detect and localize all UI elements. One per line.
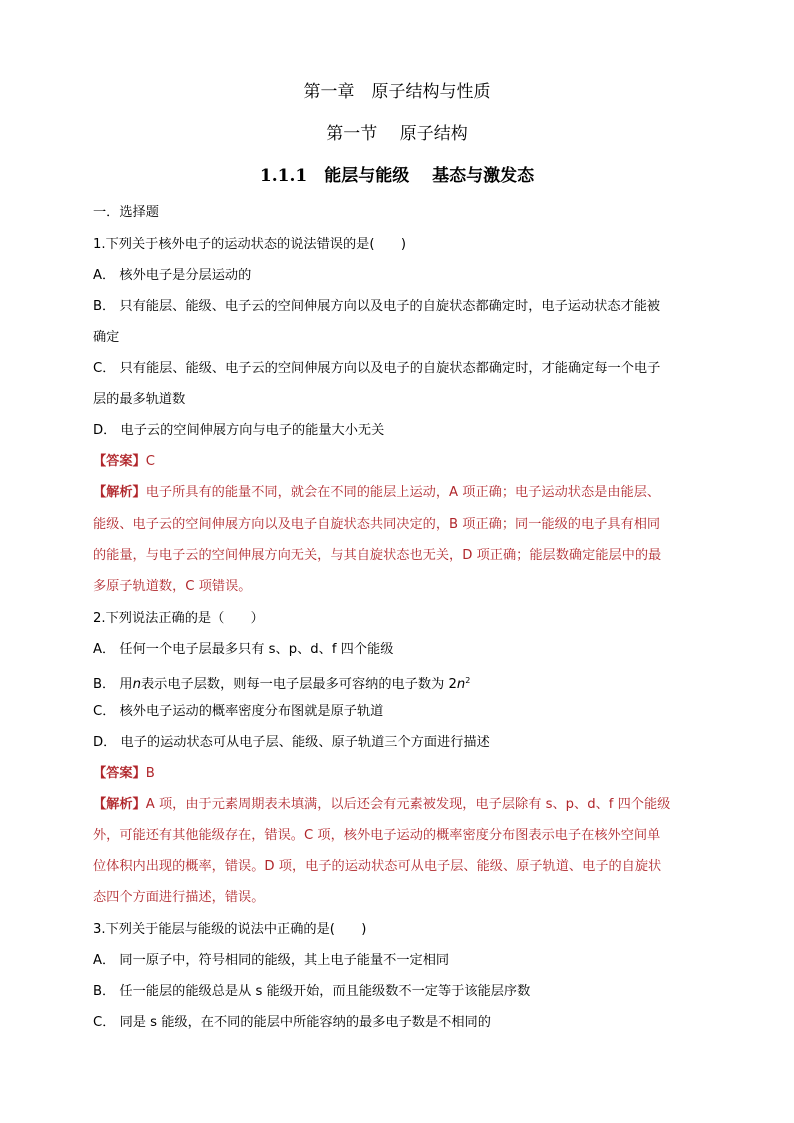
q1-option-d: D． 电子云的空间伸展方向与电子的能量大小无关 — [93, 423, 385, 438]
q3-stem: 3.下列关于能层与能级的说法中正确的是( ) — [93, 922, 367, 937]
lesson-heading: 1.1.1 能层与能级 基态与激发态 — [259, 166, 535, 186]
analysis-label: 【解析】 — [93, 485, 146, 500]
q2-option-b-pre: B． 用 — [93, 677, 133, 692]
q1-answer — [93, 453, 705, 471]
q1-analysis-line1 — [93, 484, 705, 502]
q3-option-c: C． 同是 s 能级，在不同的能层中所能容纳的最多电子数是不相同的 — [93, 1015, 491, 1030]
q2-answer-value: B — [145, 766, 155, 781]
q1-option-a: A． 核外电子是分层运动的 — [93, 268, 252, 283]
q1-analysis-text1: 电子所具有的能量不同，就会在不同的能层上运动，A 项正确；电子运动状态是由能层、 — [145, 485, 661, 500]
q2-analysis-text1: A 项，由于元素周期表未填满，以后还会有元素被发现，电子层除有 s、p、d、f 四个能级 — [145, 797, 671, 812]
q2-var-n: n — [132, 677, 141, 692]
q1-option-c-line2: 层的最多轨道数 — [93, 392, 186, 407]
q2-answer — [93, 765, 705, 783]
q2-analysis-line3: 位体积内出现的概率，错误。D 项，电子的运动状态可从电子层、能级、原子轨道、电子的自旋状 — [93, 859, 662, 874]
q2-var-n2: n — [456, 677, 466, 692]
answer-label: 【答案】 — [93, 766, 146, 781]
q2-option-d: D． 电子的运动状态可从电子层、能级、原子轨道三个方面进行描述 — [93, 735, 490, 750]
q1-analysis-line2: 能级、电子云的空间伸展方向以及电子自旋状态共同决定的，B 项正确；同一能级的电子具有相同 — [93, 517, 661, 532]
q2-option-c: C． 核外电子运动的概率密度分布图就是原子轨道 — [93, 704, 384, 719]
q1-option-b-line1: B． 只有能层、能级、电子云的空间伸展方向以及电子的自旋状态都确定时，电子运动状态才能被 — [93, 299, 661, 314]
q2-stem: 2.下列说法正确的是（ ） — [93, 611, 264, 626]
answer-label: 【答案】 — [93, 454, 146, 469]
q1-option-c-line1: C． 只有能层、能级、电子云的空间伸展方向以及电子的自旋状态都确定时，才能确定每一个电子 — [93, 361, 661, 376]
q2-analysis-line2: 外，可能还有其他能级存在，错误。C 项，核外电子运动的概率密度分布图表示电子在核外空间单 — [93, 828, 661, 843]
q2-analysis-line4: 态四个方面进行描述，错误。 — [93, 890, 265, 905]
q3-option-b: B． 任一能层的能级总是从 s 能级开始，而且能级数不一定等于该能层序数 — [93, 984, 531, 999]
part-title: 一．选择题 — [93, 205, 159, 220]
q1-answer-value: C — [145, 454, 155, 469]
q2-superscript: 2 — [465, 676, 471, 685]
chapter-heading: 第一章 原子结构与性质 — [303, 82, 491, 102]
section-heading: 第一节 原子结构 — [326, 124, 468, 144]
q2-option-a: A． 任何一个电子层最多只有 s、p、d、f 四个能级 — [93, 642, 394, 657]
q1-stem: 1.下列关于核外电子的运动状态的说法错误的是( ) — [93, 237, 406, 252]
q2-option-b — [93, 672, 705, 694]
q2-analysis-line1 — [93, 796, 705, 814]
q1-option-b-line2: 确定 — [93, 330, 120, 345]
analysis-label: 【解析】 — [93, 797, 146, 812]
q1-analysis-line4: 多原子轨道数，C 项错误。 — [93, 579, 252, 594]
q2-option-b-mid: 表示电子层数，则每一电子层最多可容纳的电子数为 2 — [140, 677, 457, 692]
q3-option-a: A． 同一原子中，符号相同的能级，其上电子能量不一定相同 — [93, 953, 450, 968]
q1-analysis-line3: 的能量，与电子云的空间伸展方向无关，与其自旋状态也无关，D 项正确；能层数确定能层中的最 — [93, 548, 662, 563]
